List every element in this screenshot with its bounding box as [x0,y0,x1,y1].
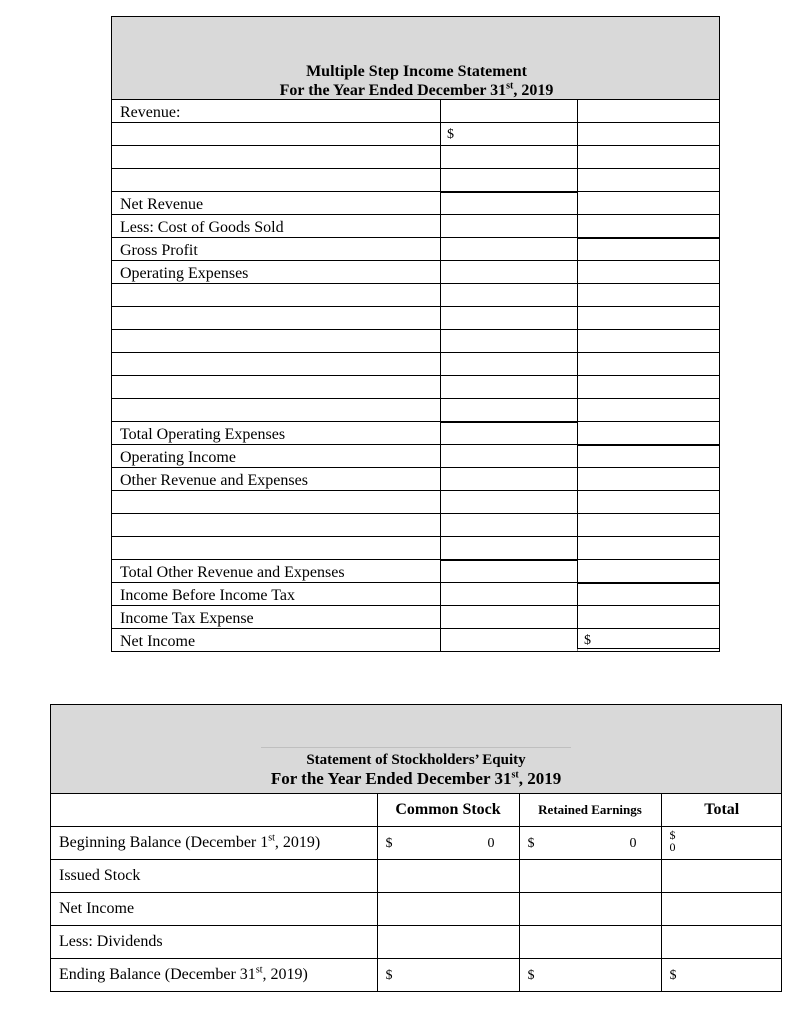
total-cell[interactable] [577,329,720,353]
row-label: Operating Income [120,449,236,466]
total-cell[interactable] [577,306,720,330]
table-row [111,491,720,514]
row-label-net-income: Net Income [51,893,377,926]
income-statement-rows [111,100,720,652]
row-label-dividends: Less: Dividends [51,926,377,959]
income-statement-header [111,16,720,100]
table-row [111,192,720,215]
row-label-issued-stock: Issued Stock [51,860,377,893]
total-cell[interactable] [577,490,720,514]
table-row [111,583,720,606]
table-row [51,893,782,926]
amount-cell[interactable] [440,191,577,215]
total-cell[interactable] [577,99,720,123]
total-cell[interactable] [577,605,720,629]
total-cell[interactable] [577,421,720,445]
beginning-common-cell[interactable] [377,827,519,860]
equity-statement-header [51,705,781,794]
row-label: Net Revenue [120,196,204,213]
column-header-total: Total [661,794,782,827]
row-label: Net Income [120,633,196,650]
ending-total-cell[interactable] [661,959,782,992]
total-cell[interactable] [577,398,720,422]
amount-cell[interactable] [440,536,577,560]
amount-cell[interactable] [440,329,577,353]
input-cell[interactable] [377,893,519,926]
equity-statement-subtitle: For the Year Ended December 31st, 2019 [270,769,562,788]
input-cell[interactable] [661,926,782,959]
blank-header-cell [51,794,377,827]
beginning-retained-cell[interactable] [519,827,661,860]
total-cell[interactable] [577,237,720,261]
total-cell[interactable] [577,168,720,192]
ending-retained-cell[interactable] [519,959,661,992]
table-row [111,238,720,261]
dollar-sign: $ [669,968,677,983]
total-cell[interactable] [577,582,720,606]
amount-cell[interactable] [440,628,577,652]
dollar-sign: $ [584,633,591,648]
dollar-sign: $ [527,836,535,851]
row-label-beginning-balance: Beginning Balance (December 1st, 2019) [51,827,377,860]
amount-cell[interactable] [440,398,577,422]
equity-table [51,794,782,991]
row-label: Total Operating Expenses [120,426,286,443]
row-label: Total Other Revenue and Expenses [120,564,345,581]
amount-cell[interactable] [440,99,577,123]
amount-cell[interactable] [440,605,577,629]
input-cell[interactable] [519,893,661,926]
input-cell[interactable] [519,926,661,959]
row-label: Gross Profit [120,242,198,259]
table-row [111,307,720,330]
income-statement-subtitle: For the Year Ended December 31st, 2019 [279,80,554,99]
amount-cell[interactable] [440,490,577,514]
total-cell[interactable] [577,444,720,468]
table-row [111,514,720,537]
dollar-sign: $ [385,968,393,983]
table-row [111,376,720,399]
row-label: Other Revenue and Expenses [120,472,308,489]
column-header-common-stock: Common Stock [377,794,519,827]
table-row [111,468,720,491]
table-row [111,100,720,123]
input-cell[interactable] [661,893,782,926]
table-row [111,123,720,146]
total-cell[interactable] [577,628,720,652]
amount-cell[interactable] [440,559,577,583]
amount-cell[interactable] [440,582,577,606]
ending-common-cell[interactable] [377,959,519,992]
amount-cell[interactable] [440,421,577,445]
table-row [111,606,720,629]
total-cell[interactable] [577,375,720,399]
table-row [111,537,720,560]
table-row [111,330,720,353]
total-cell[interactable] [577,260,720,284]
amount-cell[interactable] [440,375,577,399]
equity-statement-title: Statement of Stockholders’ Equity [306,752,526,768]
table-row [111,146,720,169]
row-label-ending-balance: Ending Balance (December 31st, 2019) [51,959,377,992]
table-row [111,284,720,307]
table-row [111,261,720,284]
beginning-retained-value: 0 [629,836,637,851]
amount-cell[interactable] [440,122,577,146]
total-cell[interactable] [577,145,720,169]
table-row [111,215,720,238]
table-row [111,353,720,376]
total-cell[interactable] [577,191,720,215]
amount-cell[interactable] [440,214,577,238]
dollar-sign: $ [527,968,535,983]
input-cell[interactable] [377,926,519,959]
table-row [51,827,782,860]
table-row [51,926,782,959]
column-header-retained-earnings: Retained Earnings [519,794,661,827]
amount-cell[interactable] [440,513,577,537]
row-label: Income Tax Expense [120,610,254,627]
row-label: Operating Expenses [120,265,249,282]
beginning-total-cell[interactable] [661,827,782,860]
amount-cell[interactable] [440,467,577,491]
row-label: Income Before Income Tax [120,587,295,604]
table-row [111,169,720,192]
beginning-common-value: 0 [487,836,495,851]
total-cell[interactable] [577,214,720,238]
amount-cell[interactable] [440,352,577,376]
table-row [51,860,782,893]
dollar-sign: $ [385,836,393,851]
total-cell[interactable] [577,513,720,537]
amount-cell[interactable] [440,260,577,284]
input-cell[interactable] [519,860,661,893]
row-label: Revenue: [120,104,181,121]
total-cell[interactable] [577,122,720,146]
income-statement [111,16,720,652]
beginning-total-text: $ 0 [669,828,676,854]
table-row [111,560,720,583]
income-statement-title: Multiple Step Income Statement [306,63,527,80]
amount-cell[interactable] [440,283,577,307]
input-cell[interactable] [377,860,519,893]
table-row [51,959,782,992]
amount-cell[interactable] [440,237,577,261]
total-cell[interactable] [577,283,720,307]
table-row [111,399,720,422]
table-row [111,629,720,652]
amount-cell[interactable] [440,168,577,192]
total-cell[interactable] [577,352,720,376]
amount-cell[interactable] [440,145,577,169]
table-row [111,422,720,445]
column-header-row [51,794,782,827]
dollar-sign: $ [447,127,454,142]
table-row [111,445,720,468]
amount-cell[interactable] [440,444,577,468]
stockholders-equity-statement [50,704,782,992]
total-cell[interactable] [577,536,720,560]
input-cell[interactable] [661,860,782,893]
total-cell[interactable] [577,559,720,583]
header-rule [261,747,571,748]
total-cell[interactable] [577,467,720,491]
row-label: Less: Cost of Goods Sold [120,219,284,236]
amount-cell[interactable] [440,306,577,330]
